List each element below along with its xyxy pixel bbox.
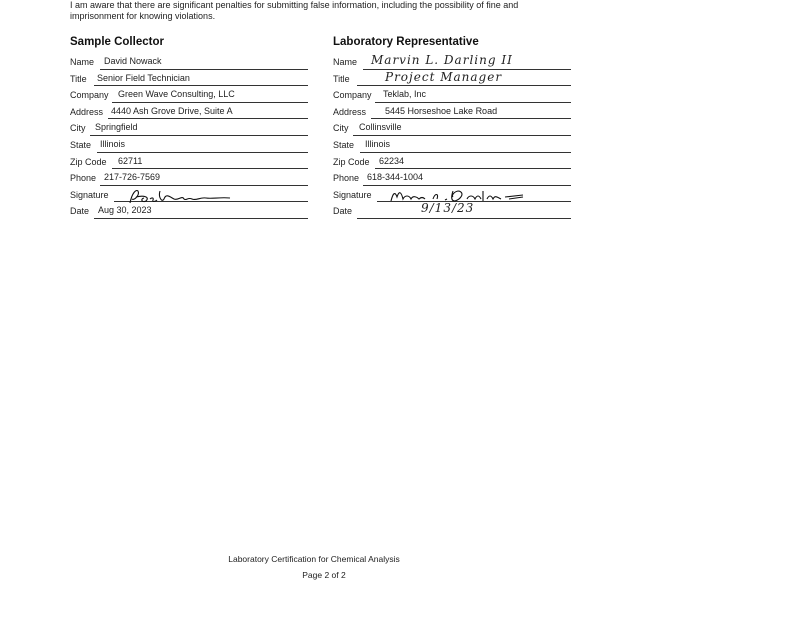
footer-document-title: Laboratory Certification for Chemical Analysis [228, 554, 400, 564]
company-label: Company [333, 90, 372, 101]
lab-address: 5445 Horseshoe Lake Road [385, 105, 498, 116]
lab-phone-field [333, 170, 573, 187]
lab-company-field [333, 87, 573, 104]
underline [108, 118, 308, 119]
underline [357, 85, 571, 86]
lab-name-handwritten: Marvin L. Darling II [371, 53, 513, 67]
collector-job-title: Senior Field Technician [97, 72, 190, 83]
name-label: Name [333, 57, 358, 67]
phone-label: Phone [333, 173, 360, 184]
collector-phone-field [70, 170, 310, 187]
collector-name-field [70, 54, 310, 71]
collector-state-field [70, 137, 310, 154]
underline [375, 168, 571, 169]
sample-collector-section [70, 36, 310, 220]
lab-title-field [333, 71, 573, 88]
underline [360, 152, 571, 153]
underline [100, 69, 308, 70]
collector-zip-field [70, 154, 310, 171]
signature-label: Signature [70, 189, 109, 200]
footer-page-number: Page 2 of 2 [302, 570, 346, 580]
collector-zip: 62711 [118, 155, 143, 166]
underline [353, 135, 571, 136]
underline [363, 185, 571, 186]
collector-date: Aug 30, 2023 [98, 205, 152, 216]
underline [371, 118, 571, 119]
lab-phone: 618-344-1004 [367, 172, 424, 183]
underline [357, 218, 571, 219]
underline [94, 85, 308, 86]
city-label: City [333, 123, 349, 134]
lab-city-field [333, 120, 573, 137]
underline [94, 218, 308, 219]
penalty-statement: I am aware that there are significant penalties for submitting false information, including the possibility of fine and imprisonment for knowing violations. [70, 0, 519, 21]
collector-title-field [70, 71, 310, 88]
lab-company: Teklab, Inc [383, 89, 427, 100]
date-label: Date [333, 206, 353, 217]
collector-date-field [70, 203, 310, 220]
zip-label: Zip Code [333, 156, 370, 167]
underline [375, 102, 571, 103]
section-title-sample-collector: Sample Collector [70, 36, 164, 48]
name-label: Name [70, 57, 95, 67]
signature-label: Signature [333, 189, 372, 200]
collector-address: 4440 Ash Grove Drive, Suite A [111, 105, 233, 116]
state-label: State [333, 139, 355, 150]
collector-company-field [70, 87, 310, 104]
zip-label: Zip Code [70, 156, 107, 167]
lab-date-handwritten: 9/13/23 [421, 201, 475, 216]
lab-state-field [333, 137, 573, 154]
date-label: Date [70, 206, 90, 217]
underline [97, 152, 308, 153]
collector-signature-field [70, 187, 310, 204]
collector-phone: 217-726-7569 [104, 172, 161, 183]
lab-state: Illinois [365, 138, 391, 149]
address-label: Address [333, 106, 367, 117]
lab-address-field [333, 104, 573, 121]
underline [112, 102, 308, 103]
phone-label: Phone [70, 173, 97, 184]
collector-company: Green Wave Consulting, LLC [118, 89, 235, 100]
collector-city-field [70, 120, 310, 137]
lab-date-field [333, 203, 573, 220]
lab-zip: 62234 [379, 155, 405, 166]
company-label: Company [70, 90, 109, 101]
title-label: Title [333, 73, 350, 84]
lab-job-title-handwritten: Project Manager [385, 69, 503, 84]
city-label: City [70, 123, 86, 134]
underline [112, 168, 308, 169]
collector-name: David Nowack [104, 56, 162, 66]
collector-city: Springfield [95, 122, 138, 133]
underline [100, 185, 308, 186]
state-label: State [70, 139, 92, 150]
address-label: Address [70, 106, 104, 117]
underline [90, 135, 308, 136]
collector-address-field [70, 104, 310, 121]
lab-zip-field [333, 154, 573, 171]
collector-state: Illinois [100, 138, 126, 149]
lab-name-field [333, 54, 573, 71]
title-label: Title [70, 73, 87, 84]
lab-city: Collinsville [359, 122, 402, 133]
section-title-lab-representative: Laboratory Representative [333, 36, 479, 48]
laboratory-representative-section [333, 36, 573, 220]
